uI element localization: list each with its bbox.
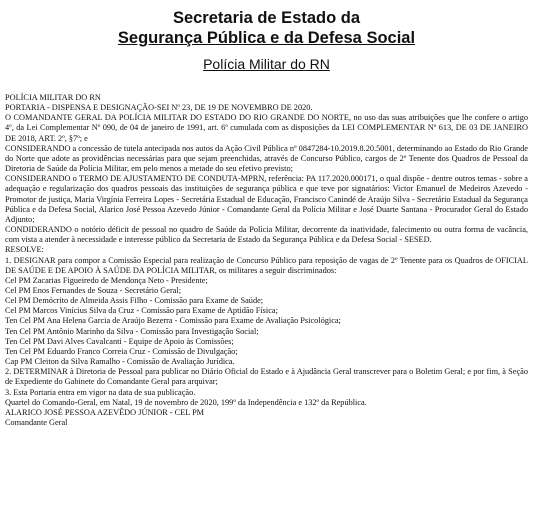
document-header [0,8,533,73]
member-line: Cap PM Cleiton da Silva Ramalho - Comissão de Avaliação Jurídica. [5,357,235,367]
member-line: Cel PM Zacarias Figueiredo de Mendonça Neto - Presidente; [5,275,208,285]
intro-paragraph: O COMANDANTE GERAL DA POLÍCIA MILITAR DO ESTADO DO RIO GRANDE DO NORTE, no uso das suas atribuições que lhe confere o artigo 4º, da Lei Complementar Nº 090, de 04 de janeiro de 1991, art. 6º cumulada com as disposições da LEI COMPLEMENTAR Nº 613, DE 03 DE JANEIRO DE 2018, ART. 2º, §7º; e [5,113,528,143]
signer-name: ALARICO JOSÉ PESSOA AZEVÊDO JÚNIOR - CEL PM [5,407,205,417]
item-3: 3. Esta Portaria entra em vigor na data de sua publicação. [5,387,196,397]
resolve-label: RESOLVE: [5,245,44,255]
member-line: Cel PM Marcos Vinícius Silva da Cruz - Comissão para Exame de Aptidão Física; [5,306,278,316]
closing-line: Quartel do Comando-Geral, em Natal, 19 de novembro de 2020, 199º da Independência e 132º da República. [5,397,367,407]
document-body [5,93,528,428]
org-name: POLÍCIA MILITAR DO RN [5,93,101,102]
item-1: 1. DESIGNAR para compor a Comissão Especial para realização de Concurso Público para reposição de vagas de 2º Tenente para os Quadros de OFICIAL DE SAÚDE E DE APOIO À SAÚDE DA POLÍCIA MILITAR, os militares a seguir discriminados: [5,255,528,275]
member-line: Ten Cel PM Antônio Marinho da Silva - Comissão para Investigação Social; [5,326,259,336]
considerando-2: CONSIDERANDO o TERMO DE AJUSTAMENTO DE CONDUTA-MPRN, referência: PA 117.2020.000171, o qual dispõe - dentre outros temas - sobre a adequação e regularização dos quadros pessoais das instituições de segurança pública e que teve por signatários: Victor Emanuel de Medeiros Azevedo - Promotor de justiça, Maria Virgínia Ferreira Lopes - Secretária Estadual de Educação, Francisco Canindé de Araújo Silva - Secretário Estadual da Segurança Pública e da Defesa Social, Alarico José Pessoa Azevedo Júnior - Comandante Geral da Polícia Militar e José Duarte Santana - Procurador Geral do Estado Adjunto; [5,174,528,224]
header-line-secretaria: Secretaria de Estado da [172,9,361,27]
header-line-seguranca: Segurança Pública e da Defesa Social [117,29,416,47]
member-line: Cel PM Enos Fernandes de Souza - Secretário Geral; [5,285,182,295]
portaria-title: PORTARIA - DISPENSA E DESIGNAÇÃO-SEI Nº 23, DE 19 DE NOVEMBRO DE 2020. [5,103,313,113]
member-line: Ten Cel PM Eduardo Franco Correia Cruz - Comissão de Divulgação; [5,346,238,356]
member-line: Ten Cel PM Ana Helena Garcia de Araújo Bezerra - Comissão para Exame de Avaliação Psicológica; [5,316,341,326]
signer-title: Comandante Geral [5,418,68,427]
member-line: Cel PM Demócrito de Almeida Assis Filho - Comissão para Exame de Saúde; [5,296,264,306]
member-line: Ten Cel PM Davi Alves Cavalcanti - Equipe de Apoio às Comissões; [5,336,234,346]
header-line-policia: Polícia Militar do RN [203,56,330,72]
considerando-1: CONSIDERANDO a concessão de tutela antecipada nos autos da Ação Civil Pública nº 0847284-10.2019.8.20.5001, determinando ao Estado do Rio Grande do Norte que adote as providências necessárias para que sejam preenchidas, através de Concurso Público, cargos de 2º Tenente dos Quadros de Pessoal da Diretoria de Saúde da Polícia Militar, em pelo menos a metade do seu efetivo previsto; [5,143,528,174]
item-2: 2. DETERMINAR à Diretoria de Pessoal para publicar no Diário Oficial do Estado e à Ajudância Geral transcrever para o Boletim Geral; e por fim, à Seção de Expediente do Gabinete do Comandante Geral para arquivar; [5,367,528,387]
considerando-3: CONDIDERANDO o notório déficit de pessoal no quadro de Saúde da Polícia Militar, decorrente da inatividade, falecimento ou outra forma de vacância, com vista a atender à necessidade e interesse público da Secretaria de Estado da Segurança Pública e da Defesa Social - SESED. [5,225,528,245]
